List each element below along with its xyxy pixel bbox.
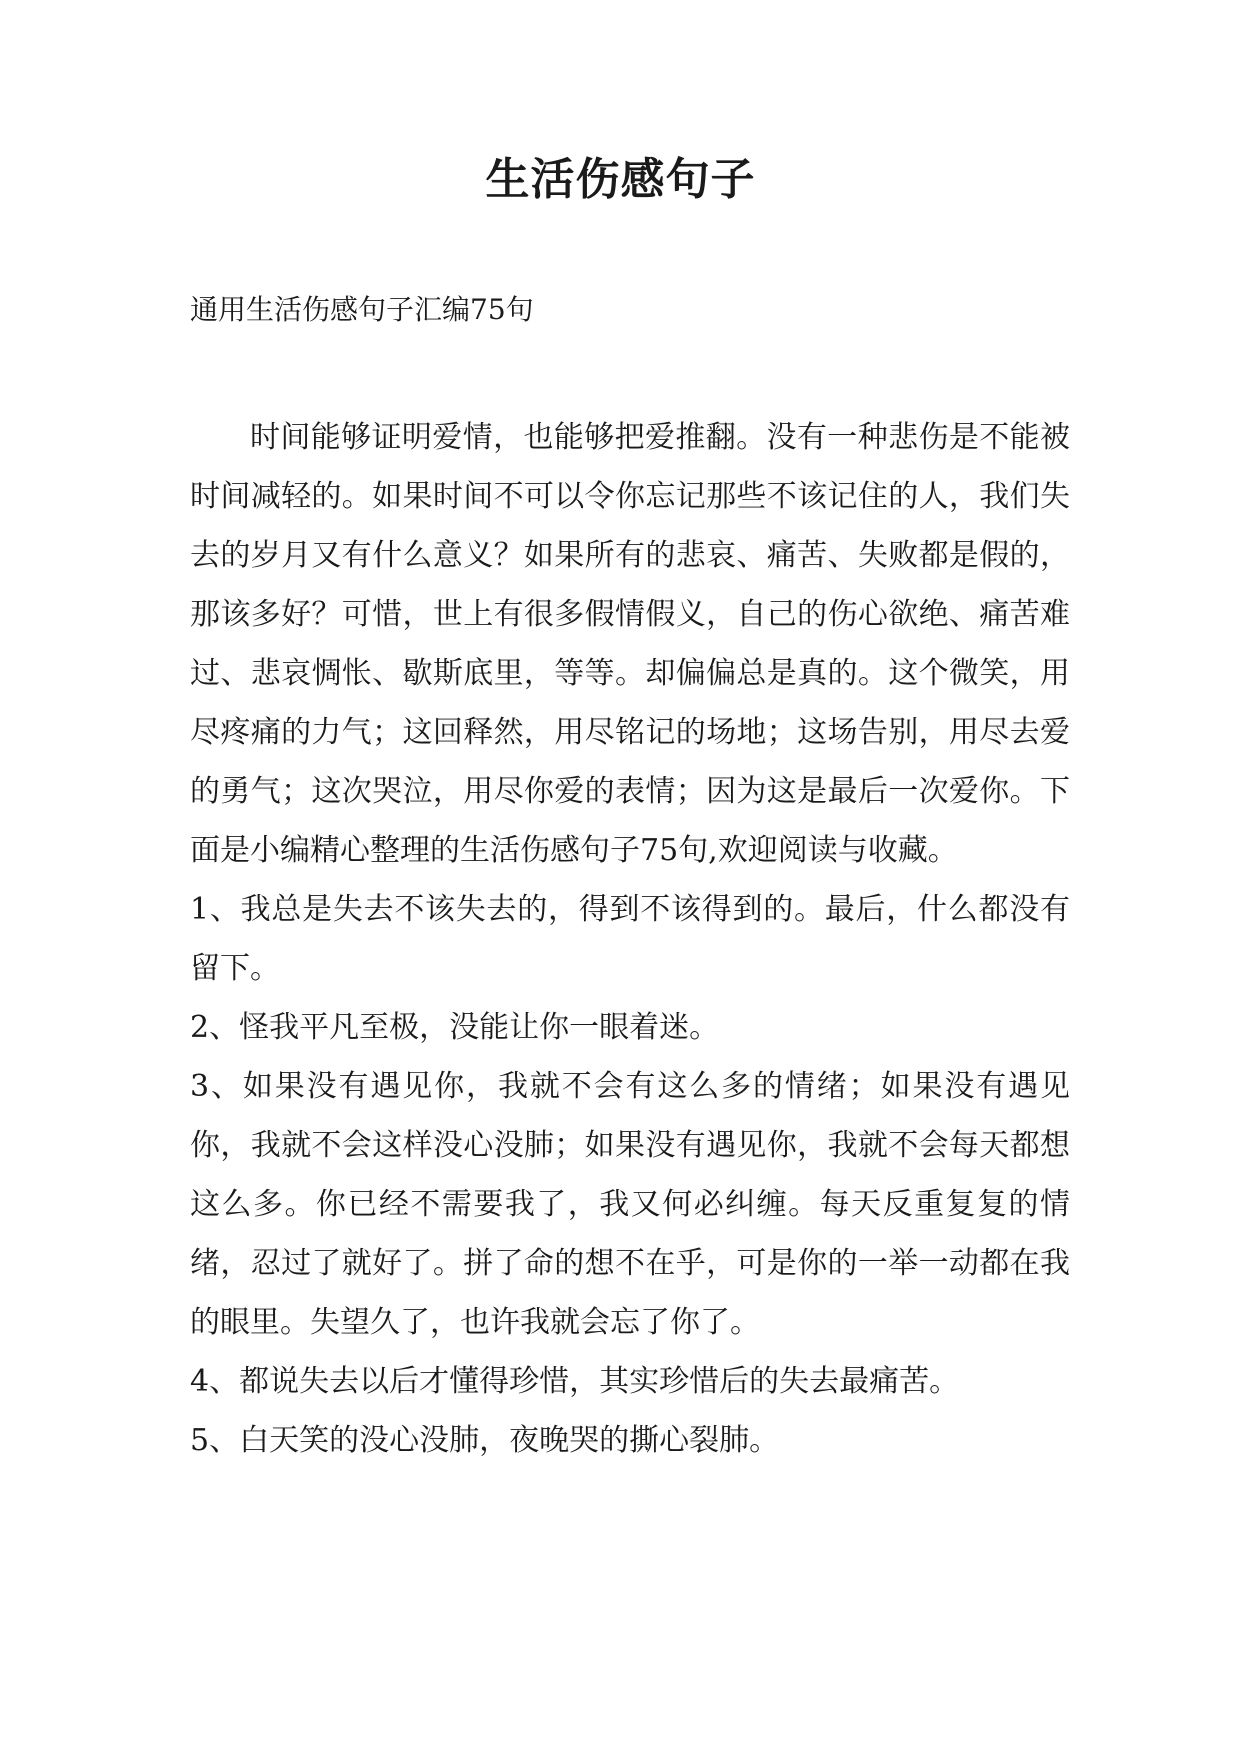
intro-paragraph: 时间能够证明爱情，也能够把爱推翻。没有一种悲伤是不能被时间减轻的。如果时间不可以令你忘记那些不该记住的人，我们失去的岁月又有什么意义？如果所有的悲哀、痛苦、失败都是假的，那该多好？可惜，世上有很多假情假义，自己的伤心欲绝、痛苦难过、悲哀惆怅、歇斯底里，等等。却偏偏总是真的。这个微笑，用尽疼痛的力气；这回释然，用尽铭记的场地；这场告别，用尽去爱的勇气；这次哭泣，用尽你爱的表情；因为这是最后一次爱你。下面是小编精心整理的生活伤感句子75句,欢迎阅读与收藏。 bbox=[190, 420, 1070, 868]
document-body bbox=[190, 408, 1070, 1470]
document-subtitle: 通用生活伤感句子汇编75句 bbox=[190, 293, 534, 326]
list-item: 5、白天笑的没心没肺，夜晚哭的撕心裂肺。 bbox=[190, 1423, 780, 1458]
list-item: 3、如果没有遇见你，我就不会有这么多的情绪；如果没有遇见你，我就不会这样没心没肺；如果没有遇见你，我就不会每天都想这么多。你已经不需要我了，我又何必纠缠。每天反重复复的情绪，忍过了就好了。拼了命的想不在乎，可是你的一举一动都在我的眼里。失望久了，也许我就会忘了你了。 bbox=[190, 1069, 1070, 1340]
list-item: 1、我总是失去不该失去的，得到不该得到的。最后，什么都没有留下。 bbox=[190, 892, 1070, 986]
document-title: 生活伤感句子 bbox=[485, 154, 756, 205]
list-item: 2、怪我平凡至极，没能让你一眼着迷。 bbox=[190, 1010, 720, 1045]
list-item: 4、都说失去以后才懂得珍惜，其实珍惜后的失去最痛苦。 bbox=[190, 1364, 960, 1399]
